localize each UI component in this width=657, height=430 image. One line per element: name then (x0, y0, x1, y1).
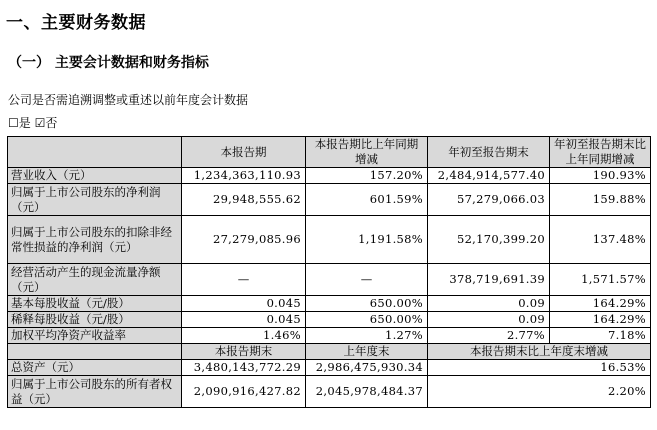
table-row (8, 376, 651, 408)
table-row (8, 328, 651, 344)
value-cell: 3,480,143,772.29 (182, 360, 306, 376)
value-cell: 650.00% (306, 312, 428, 328)
value-cell: 159.88% (550, 184, 651, 216)
row-label: 营业收入（元） (8, 168, 182, 184)
header-cell: 本报告期比上年同期增减 (306, 137, 428, 168)
row-label: 总资产（元） (8, 360, 182, 376)
value-cell: 2.77% (428, 328, 550, 344)
checked-box-icon[interactable]: ☑ (34, 116, 46, 130)
table-row (8, 360, 651, 376)
value-cell: 164.29% (550, 296, 651, 312)
value-cell: — (182, 264, 306, 296)
value-cell: 650.00% (306, 296, 428, 312)
header-cell: 年初至报告期末 (428, 137, 550, 168)
value-cell: 27,279,085.96 (182, 216, 306, 264)
value-cell: 1,571.57% (550, 264, 651, 296)
row-label: 加权平均净资产收益率 (8, 328, 182, 344)
value-cell: 0.045 (182, 312, 306, 328)
table-row (8, 296, 651, 312)
header-cell (8, 344, 182, 360)
row-label: 归属于上市公司股东的扣除非经常性损益的净利润（元） (8, 216, 182, 264)
subsection-heading: （一） 主要会计数据和财务指标 (8, 55, 209, 71)
value-cell: 0.045 (182, 296, 306, 312)
financial-data-table (7, 136, 651, 408)
value-cell: 2,045,978,484.37 (306, 376, 428, 408)
header-cell: 本报告期末比上年度末增减 (428, 344, 651, 360)
value-cell: 378,719,691.39 (428, 264, 550, 296)
table-row (8, 216, 651, 264)
header-cell: 本报告期 (182, 137, 306, 168)
header-cell (8, 137, 182, 168)
value-cell: 0.09 (428, 312, 550, 328)
table-row (8, 312, 651, 328)
table-row (8, 168, 651, 184)
value-cell: 190.93% (550, 168, 651, 184)
value-cell: 601.59% (306, 184, 428, 216)
value-cell: 57,279,066.03 (428, 184, 550, 216)
row-label: 经营活动产生的现金流量净额（元） (8, 264, 182, 296)
value-cell: 157.20% (306, 168, 428, 184)
value-cell: 0.09 (428, 296, 550, 312)
header-cell: 本报告期末 (182, 344, 306, 360)
value-cell: 16.53% (428, 360, 651, 376)
table-row (8, 184, 651, 216)
option-yes-label: 是 (18, 116, 31, 130)
unchecked-box-icon[interactable]: ☐ (8, 116, 19, 130)
value-cell: 7.18% (550, 328, 651, 344)
row-label: 基本每股收益（元/股） (8, 296, 182, 312)
row-label: 稀释每股收益（元/股） (8, 312, 182, 328)
row-label: 归属于上市公司股东的所有者权益（元） (8, 376, 182, 408)
value-cell: 29,948,555.62 (182, 184, 306, 216)
retro-question-text: 公司是否需追溯调整或重述以前年度会计数据 (8, 93, 249, 107)
header-cell: 年初至报告期末比上年同期增减 (550, 137, 651, 168)
value-cell: 1,191.58% (306, 216, 428, 264)
value-cell: — (306, 264, 428, 296)
header-cell: 上年度末 (306, 344, 428, 360)
value-cell: 1,234,363,110.93 (182, 168, 306, 184)
value-cell: 2,090,916,427.82 (182, 376, 306, 408)
option-no-label: 否 (45, 116, 58, 130)
value-cell: 2.20% (428, 376, 651, 408)
table-row (8, 264, 651, 296)
value-cell: 2,484,914,577.40 (428, 168, 550, 184)
value-cell: 1.46% (182, 328, 306, 344)
table-header-row (8, 137, 651, 168)
table-header-row (8, 344, 651, 360)
value-cell: 52,170,399.20 (428, 216, 550, 264)
value-cell: 137.48% (550, 216, 651, 264)
value-cell: 164.29% (550, 312, 651, 328)
value-cell: 2,986,475,930.34 (306, 360, 428, 376)
section-heading: 一、主要财务数据 (6, 13, 146, 33)
row-label: 归属于上市公司股东的净利润（元） (8, 184, 182, 216)
retro-options (8, 114, 57, 131)
value-cell: 1.27% (306, 328, 428, 344)
